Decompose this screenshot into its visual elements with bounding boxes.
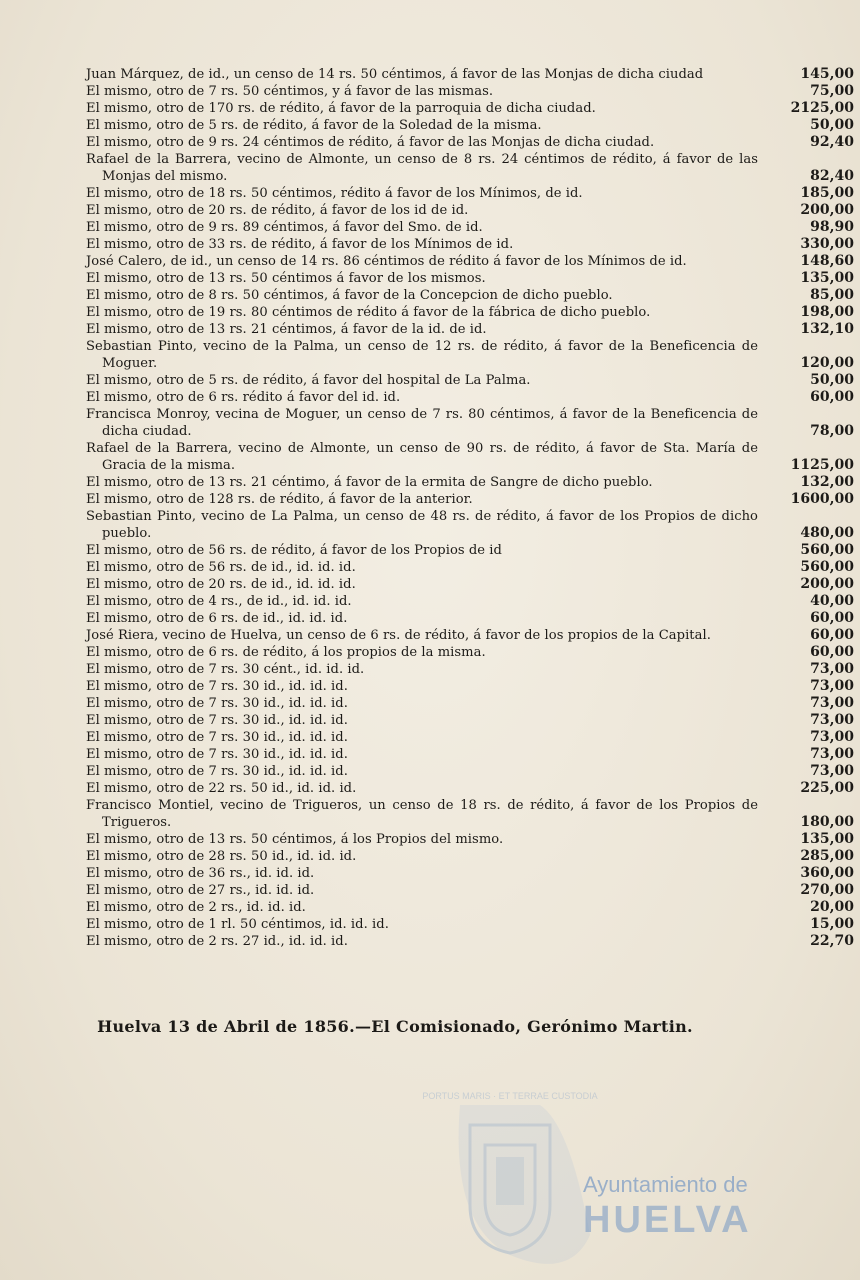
entry-amount: 148,60	[800, 253, 854, 269]
entry-amount: 73,00	[810, 695, 854, 711]
entry-amount: 1600,00	[790, 491, 854, 507]
ledger-entry	[86, 474, 854, 491]
entry-amount: 73,00	[810, 678, 854, 694]
signature-line: Huelva 13 de Abril de 1856.—El Comisionado, Gerónimo Martin.	[97, 1017, 693, 1036]
entry-description: El mismo, otro de 9 rs. 24 céntimos de rédito, á favor de las Monjas de dicha ciudad.	[86, 135, 655, 150]
entry-description: El mismo, otro de 7 rs. 30 id., id. id. id.	[86, 713, 348, 728]
ledger-entry	[86, 678, 854, 695]
entry-description: Francisco Montiel, vecino de Trigueros, un censo de 18 rs. de rédito, á favor de los Propios de Trigueros.	[86, 798, 758, 830]
ledger-entry	[86, 627, 854, 644]
entry-description: Sebastian Pinto, vecino de La Palma, un censo de 48 rs. de rédito, á favor de los Propios de dicho pueblo.	[86, 509, 758, 541]
entry-description: El mismo, otro de 13 rs. 21 céntimos, á favor de la id. de id.	[86, 322, 487, 337]
entry-amount: 73,00	[810, 746, 854, 762]
entry-amount: 132,00	[800, 474, 854, 490]
ledger-entry	[86, 865, 854, 882]
entry-amount: 40,00	[810, 593, 854, 609]
entry-amount: 330,00	[800, 236, 854, 252]
entry-amount: 98,90	[810, 219, 854, 235]
ledger-entry	[86, 593, 854, 610]
entry-description: El mismo, otro de 7 rs. 30 id., id. id. id.	[86, 679, 348, 694]
watermark-huelva: HUELVA	[583, 1199, 752, 1241]
entry-description: El mismo, otro de 36 rs., id. id. id.	[86, 866, 315, 881]
entry-description: El mismo, otro de 22 rs. 50 id., id. id. id.	[86, 781, 357, 796]
entry-description: El mismo, otro de 18 rs. 50 céntimos, rédito á favor de los Mínimos, de id.	[86, 186, 583, 201]
entry-amount: 78,00	[810, 423, 854, 439]
ledger-entry	[86, 287, 854, 304]
entry-description: El mismo, otro de 19 rs. 80 céntimos de rédito á favor de la fábrica de dicho pueblo.	[86, 305, 651, 320]
ledger-entry	[86, 202, 854, 219]
entry-amount: 560,00	[800, 542, 854, 558]
ledger-entry	[86, 831, 854, 848]
entry-amount: 73,00	[810, 712, 854, 728]
entry-description: El mismo, otro de 20 rs. de rédito, á favor de los id de id.	[86, 203, 469, 218]
entry-amount: 270,00	[800, 882, 854, 898]
ledger-entry	[86, 848, 854, 865]
entry-amount: 73,00	[810, 729, 854, 745]
entry-description: El mismo, otro de 13 rs. 50 céntimos, á los Propios del mismo.	[86, 832, 504, 847]
ledger-entry	[86, 100, 854, 117]
entry-description: José Calero, de id., un censo de 14 rs. 86 céntimos de rédito á favor de los Mínimos de id.	[86, 254, 687, 269]
entry-description: El mismo, otro de 27 rs., id. id. id.	[86, 883, 315, 898]
entry-amount: 60,00	[810, 644, 854, 660]
entry-amount: 92,40	[810, 134, 854, 150]
entry-description: Rafael de la Barrera, vecino de Almonte, un censo de 8 rs. 24 céntimos de rédito, á favor de las Monjas del mismo.	[86, 152, 758, 184]
ledger-entry	[86, 661, 854, 678]
ledger-entry	[86, 117, 854, 134]
ledger-entry	[86, 559, 854, 576]
ledger-entry	[86, 780, 854, 797]
ledger-entry	[86, 712, 854, 729]
entry-amount: 82,40	[810, 168, 854, 184]
entry-description: El mismo, otro de 5 rs. de rédito, á favor del hospital de La Palma.	[86, 373, 531, 388]
ledger-entry	[86, 66, 854, 83]
entry-amount: 185,00	[800, 185, 854, 201]
entry-amount: 145,00	[800, 66, 854, 82]
entry-amount: 22,70	[810, 933, 854, 949]
entry-amount: 60,00	[810, 389, 854, 405]
entry-amount: 15,00	[810, 916, 854, 932]
ledger-entry	[86, 644, 854, 661]
entry-amount: 50,00	[810, 372, 854, 388]
entry-amount: 200,00	[800, 202, 854, 218]
entry-description: Francisca Monroy, vecina de Moguer, un censo de 7 rs. 80 céntimos, á favor de la Beneficencia de dicha ciudad.	[86, 407, 758, 439]
ledger-entry	[86, 882, 854, 899]
entry-amount: 225,00	[800, 780, 854, 796]
ledger-entry	[86, 304, 854, 321]
ledger-entry	[86, 219, 854, 236]
ledger-entry	[86, 338, 854, 372]
ledger-entry	[86, 270, 854, 287]
entry-amount: 135,00	[800, 270, 854, 286]
entry-description: El mismo, otro de 28 rs. 50 id., id. id. id.	[86, 849, 357, 864]
ledger-entry	[86, 899, 854, 916]
ledger-entry	[86, 151, 854, 185]
ledger-list	[86, 66, 854, 950]
ledger-entry	[86, 763, 854, 780]
entry-amount: 560,00	[800, 559, 854, 575]
entry-description: El mismo, otro de 7 rs. 30 id., id. id. id.	[86, 696, 348, 711]
entry-amount: 60,00	[810, 627, 854, 643]
ledger-entry	[86, 746, 854, 763]
entry-description: El mismo, otro de 56 rs. de rédito, á favor de los Propios de id	[86, 543, 502, 558]
entry-description: El mismo, otro de 56 rs. de id., id. id. id.	[86, 560, 356, 575]
ledger-entry	[86, 542, 854, 559]
entry-description: Sebastian Pinto, vecino de la Palma, un censo de 12 rs. de rédito, á favor de la Beneficencia de Moguer.	[86, 339, 758, 371]
ledger-entry	[86, 372, 854, 389]
entry-description: El mismo, otro de 5 rs. de rédito, á favor de la Soledad de la misma.	[86, 118, 542, 133]
entry-description: El mismo, otro de 4 rs., de id., id. id. id.	[86, 594, 352, 609]
entry-description: El mismo, otro de 13 rs. 21 céntimo, á favor de la ermita de Sangre de dicho pueblo.	[86, 475, 653, 490]
entry-description: El mismo, otro de 2 rs. 27 id., id. id. id.	[86, 934, 348, 949]
entry-amount: 198,00	[800, 304, 854, 320]
entry-amount: 285,00	[800, 848, 854, 864]
entry-description: El mismo, otro de 8 rs. 50 céntimos, á favor de la Concepcion de dicho pueblo.	[86, 288, 613, 303]
entry-description: Rafael de la Barrera, vecino de Almonte, un censo de 90 rs. de rédito, á favor de Sta. María de Gracia de la misma.	[86, 441, 758, 473]
entry-description: El mismo, otro de 128 rs. de rédito, á favor de la anterior.	[86, 492, 473, 507]
ledger-entry	[86, 406, 854, 440]
entry-description: El mismo, otro de 9 rs. 89 céntimos, á favor del Smo. de id.	[86, 220, 483, 235]
ledger-entry	[86, 389, 854, 406]
entry-amount: 120,00	[800, 355, 854, 371]
entry-description: El mismo, otro de 1 rl. 50 céntimos, id. id. id.	[86, 917, 389, 932]
ledger-entry	[86, 253, 854, 270]
entry-amount: 75,00	[810, 83, 854, 99]
entry-description: El mismo, otro de 7 rs. 30 id., id. id. id.	[86, 764, 348, 779]
svg-text:PORTUS MARIS · ET TERRAE CUSTO: PORTUS MARIS · ET TERRAE CUSTODIA	[422, 1091, 598, 1101]
entry-description: El mismo, otro de 2 rs., id. id. id.	[86, 900, 306, 915]
entry-amount: 200,00	[800, 576, 854, 592]
ledger-entry	[86, 185, 854, 202]
entry-amount: 135,00	[800, 831, 854, 847]
ledger-entry	[86, 695, 854, 712]
ledger-entry	[86, 916, 854, 933]
entry-amount: 20,00	[810, 899, 854, 915]
entry-amount: 50,00	[810, 117, 854, 133]
entry-description: El mismo, otro de 6 rs. de id., id. id. id.	[86, 611, 348, 626]
entry-amount: 2125,00	[790, 100, 854, 116]
watermark-ayuntamiento: Ayuntamiento de	[583, 1172, 748, 1197]
entry-description: El mismo, otro de 170 rs. de rédito, á favor de la parroquia de dicha ciudad.	[86, 101, 596, 116]
entry-amount: 132,10	[800, 321, 854, 337]
ledger-entry	[86, 491, 854, 508]
ledger-entry	[86, 797, 854, 831]
entry-amount: 480,00	[800, 525, 854, 541]
entry-amount: 1125,00	[790, 457, 854, 473]
entry-amount: 73,00	[810, 661, 854, 677]
ledger-entry	[86, 321, 854, 338]
entry-amount: 360,00	[800, 865, 854, 881]
entry-description: El mismo, otro de 7 rs. 30 id., id. id. id.	[86, 747, 348, 762]
ledger-entry	[86, 933, 854, 950]
ledger-entry	[86, 83, 854, 100]
entry-description: El mismo, otro de 6 rs. de rédito, á los propios de la misma.	[86, 645, 486, 660]
entry-amount: 180,00	[800, 814, 854, 830]
ledger-entry	[86, 440, 854, 474]
entry-description: El mismo, otro de 13 rs. 50 céntimos á favor de los mismos.	[86, 271, 486, 286]
entry-description: Juan Márquez, de id., un censo de 14 rs. 50 céntimos, á favor de las Monjas de dicha ciudad	[86, 67, 704, 82]
ledger-entry	[86, 508, 854, 542]
entry-description: El mismo, otro de 20 rs. de id., id. id. id.	[86, 577, 356, 592]
entry-description: El mismo, otro de 7 rs. 30 id., id. id. id.	[86, 730, 348, 745]
entry-amount: 60,00	[810, 610, 854, 626]
entry-amount: 85,00	[810, 287, 854, 303]
entry-amount: 73,00	[810, 763, 854, 779]
entry-description: El mismo, otro de 7 rs. 50 céntimos, y á favor de las mismas.	[86, 84, 494, 99]
entry-description: El mismo, otro de 33 rs. de rédito, á favor de los Mínimos de id.	[86, 237, 514, 252]
ledger-entry	[86, 236, 854, 253]
ledger-entry	[86, 610, 854, 627]
ledger-entry	[86, 729, 854, 746]
entry-description: El mismo, otro de 7 rs. 30 cént., id. id. id.	[86, 662, 365, 677]
entry-description: El mismo, otro de 6 rs. rédito á favor del id. id.	[86, 390, 401, 405]
ledger-entry	[86, 576, 854, 593]
ledger-entry	[86, 134, 854, 151]
entry-description: José Riera, vecino de Huelva, un censo de 6 rs. de rédito, á favor de los propios de la Capital.	[86, 628, 711, 643]
